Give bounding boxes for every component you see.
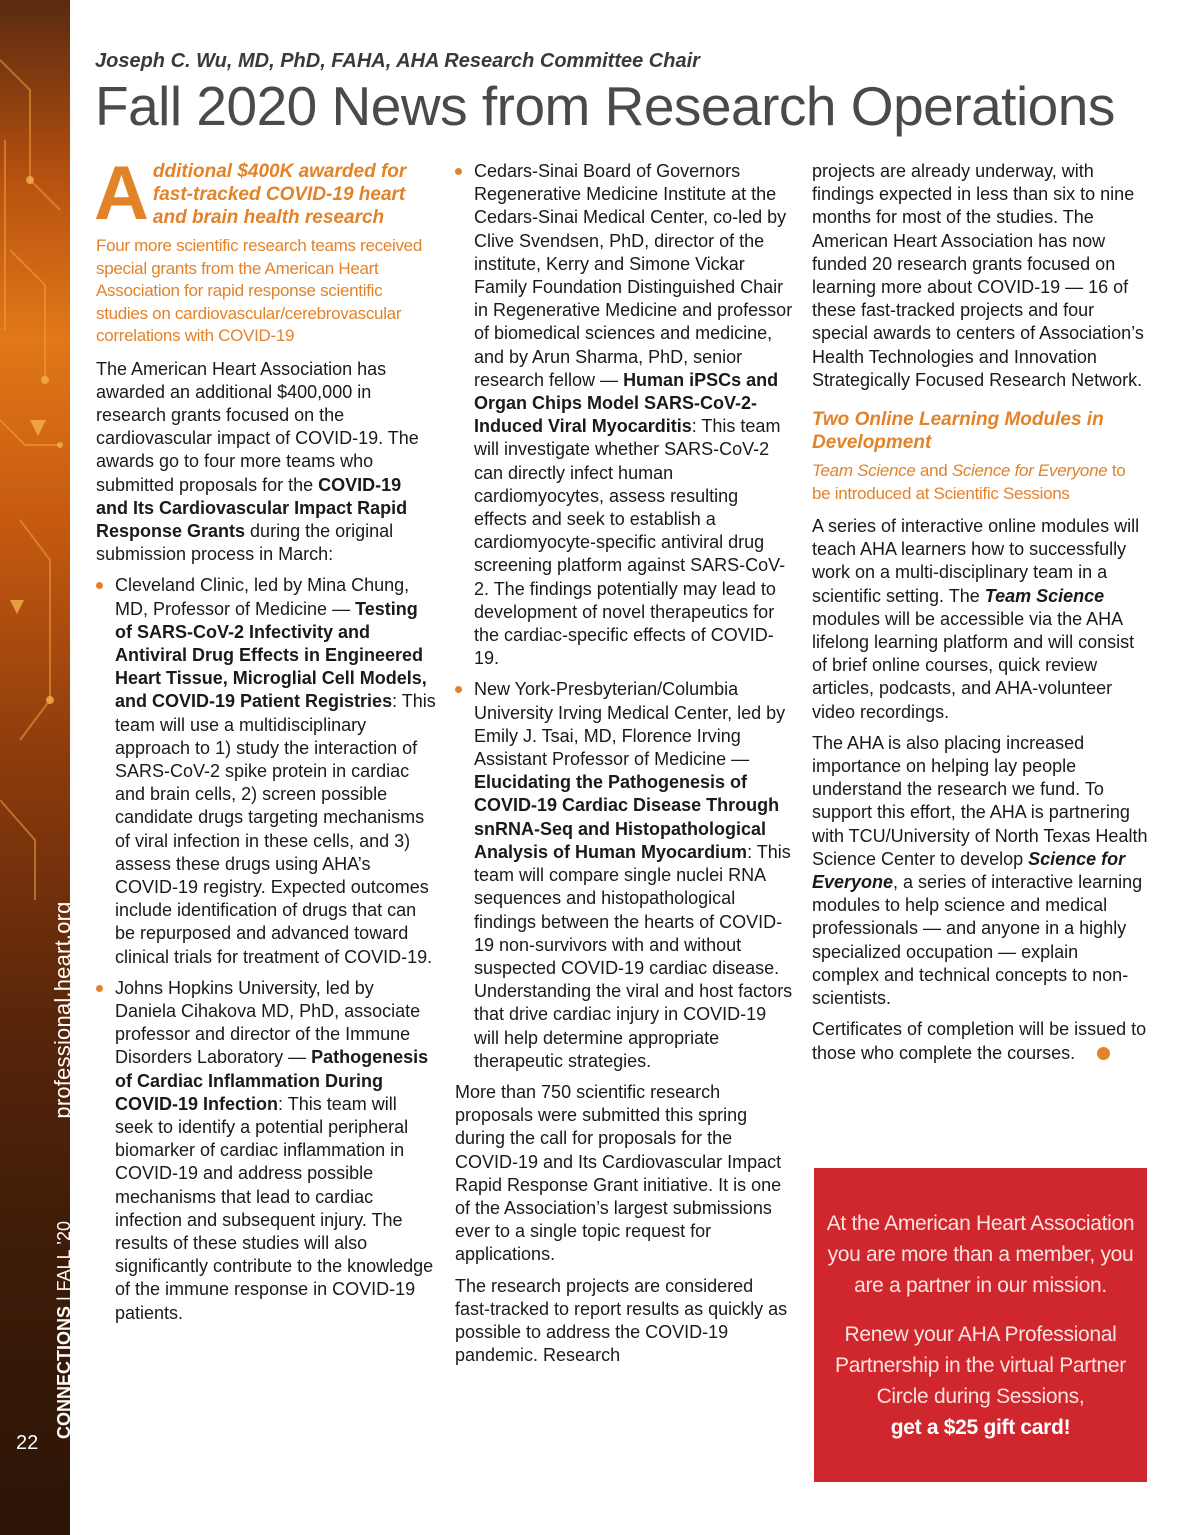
article1-intro: The American Heart Association has awarded an additional $400,000 in research grants focused on the cardiovascular impact of COVID-19. The awards go to four more teams who submitted proposals for the COVID-19 and Its Cardiovascular Impact Rapid Response Grants during the original submission process in March: [96,358,419,565]
article1-headline-text: dditional $400K awarded for fast-tracked COVID-19 heart and brain health research [152,161,407,228]
promo-cta: get a $25 gift card! [890,1416,1071,1439]
article1-headline [94,151,436,236]
grant-item: Johns Hopkins University, led by Daniela Cihakova MD, PhD, associate professor and director of the Immune Disorders Laboratory — Pathogenesis of Cardiac Inflammation During COVID-19 Infection: This team will seek to identify a potential peripheral biomarker of cardiac inflammation in COVID-19 and address possible mechanisms that lead to cardiac infection and subsequent injury. The results of these studies will also significantly contribute to the knowledge of the immune response in COVID-19 patients. [96,977,436,1325]
grant-item: New York-Presbyterian/Columbia University Irving Medical Center, led by Emily J. Tsai, MD, Florence Irving Assistant Professor of Medicine — Elucidating the Pathogenesis of COVID-19 Cardiac Disease Through snRNA-Seq and Histopathological Analysis of Human Myocardium: This team will compare single nuclei RNA sequences and histopathological findings between the hearts of COVID-19 non-survivors with and without suspected COVID-19 cardiac disease. Understanding the viral and host factors that drive cardiac injury in COVID-19 will help determine appropriate therapeutic strategies. [455,678,793,1072]
promo-message: At the American Heart Association you are more than a member, you are a partner in our mission. [826,1212,1135,1297]
grant-list-continued [455,160,793,1073]
column-1 [94,151,436,1333]
drop-cap: A [94,151,149,236]
column-2 [455,160,793,1375]
publication-name: CONNECTIONS [54,1306,74,1440]
page-title: Fall 2020 News from Research Operations [95,75,1115,137]
sidebar-banner [0,0,75,1535]
article1-paragraph-fast-tracked: The research projects are considered fast-tracked to report results as quickly as possible to address the COVID-19 pandemic. Research [455,1275,788,1366]
publication-season: FALL ’20 [54,1220,74,1292]
article1-subhead: Four more scientific research teams received special grants from the American Heart Association for rapid response scientific studies on cardiovascular/cerebrovascular correlations with COVID-19 [96,236,422,345]
article2-headline: Two Online Learning Modules in Development [812,409,1104,454]
column-3 [812,160,1148,1073]
membership-promo-box [814,1168,1147,1482]
article2-subhead: Team Science and Science for Everyone to be introduced at Scientific Sessions [812,461,1126,503]
website-url: professional.heart.org [50,901,75,1119]
promo-renew: Renew your AHA Professional Partnership in the virtual Partner Circle during Sessions, get a $25 gift card! [835,1323,1126,1439]
grant-item: Cleveland Clinic, led by Mina Chung, MD, Professor of Medicine — Testing of SARS-CoV-2 Infectivity and Antiviral Drug Effects in Engineered Heart Tissue, Microglial Cell Models, and COVID-19 Patient Registries: This team will use a multidisciplinary approach to 1) study the interaction of SARS-CoV-2 spike protein in cardiac and brain cells, 2) screen possible candidate drugs targeting mechanisms of viral infection in these cells, and 3) assess these drugs using AHA’s COVID-19 registry. Expected outcomes include identification of drugs that can be repurposed and advanced toward clinical trials for treatment of COVID-19. [96,574,436,968]
page-number: 22 [16,1432,39,1454]
article1-paragraph-submissions: More than 750 scientific research proposals were submitted this spring during the call for proposals for the COVID-19 and Its Cardiovascular Impact Rapid Response Grant initiative. It is one of the Association’s largest submissions ever to a single topic request for applications. [455,1081,782,1265]
grant-list [96,574,436,1325]
publication-separator: | [54,1291,74,1307]
publication-label [54,1221,75,1439]
end-mark-icon [1097,1047,1110,1060]
author-byline: Joseph C. Wu, MD, PhD, FAHA, AHA Research Committee Chair [95,50,700,72]
article1-paragraph-continued: projects are already underway, with findings expected in less than six to nine months for most of the studies. The American Heart Association has now funded 20 research grants focused on learning more about COVID-19 — 16 of these fast-tracked projects and four special awards to centers of Association’s Health Technologies and Innovation Strategically Focused Research Network. [812,161,1144,390]
grant-item: Cedars-Sinai Board of Governors Regenerative Medicine Institute at the Cedars-Sinai Medical Center, co-led by Clive Svendsen, PhD, director of the institute, Kerry and Simone Vickar Family Foundation Distinguished Chair in Regenerative Medicine and professor of biomedical sciences and medicine, and by Arun Sharma, PhD, senior research fellow — Human iPSCs and Organ Chips Model SARS-CoV-2-Induced Viral Myocarditis: This team will investigate whether SARS-CoV-2 can directly infect human cardiomyocytes, assess resulting effects and seek to establish a cardiomyocyte-specific antiviral drug screening platform against SARS-CoV-2. The findings potentially may lead to development of novel therapeutics for the cardiac-specific effects of COVID-19. [455,160,793,670]
article2-paragraph-1: A series of interactive online modules will teach AHA learners how to successfully work on a multi-disciplinary team in a scientific setting. The Team Science modules will be accessible via the AHA lifelong learning platform and will consist of brief online courses, quick review articles, podcasts, and AHA-volunteer video recordings. [812,516,1140,722]
article2-paragraph-3: Certificates of completion will be issued to those who complete the courses. [812,1019,1147,1063]
article2-paragraph-2: The AHA is also placing increased importance on helping lay people understand the research we fund. To support this effort, the AHA is partnering with TCU/University of North Texas Health Science Center to develop Science for Everyone, a series of interactive learning modules to help science and medical professionals — and anyone in a highly specialized occupation — explain complex and technical concepts to non-scientists. [812,732,1148,1009]
